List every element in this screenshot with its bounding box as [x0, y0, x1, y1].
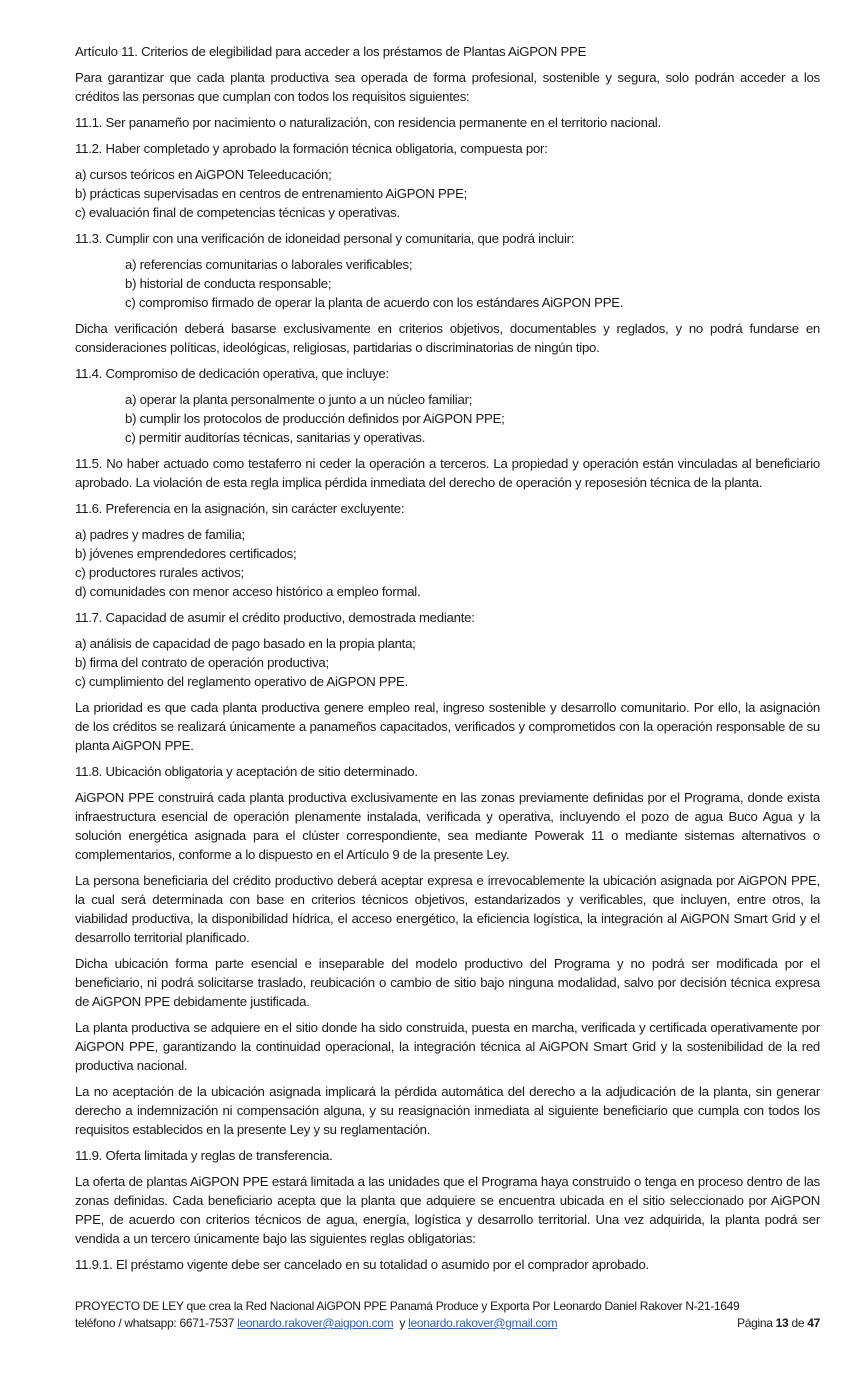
article-intro: Para garantizar que cada planta productiva sea operada de forma profesional, sostenible y segura, solo podrán acceder a los créditos las personas que cumplan con todos los requisitos siguientes:	[75, 70, 820, 104]
page-number	[737, 1315, 820, 1332]
section-11-8-paragraph: La no aceptación de la ubicación asignada implicará la pérdida automática del derecho a la adjudicación de la planta, sin generar derecho a indemnización ni compensación alguna, y su reasignación inmediata al siguiente beneficiario que cumpla con todos los requisitos establecidos en la presente Ley y su reglamentación.	[75, 1084, 820, 1137]
list-item: b) historial de conducta responsable;	[125, 276, 332, 291]
section-11-7-list	[75, 634, 820, 691]
footer-phone: teléfono / whatsapp: 6671-7537	[75, 1316, 238, 1330]
section-11-8-paragraph: AiGPON PPE construirá cada planta productiva exclusivamente en las zonas previamente definidas por el Programa, donde exista infraestructura esencial de operación plenamente instalada, verificada y operativa, incluyendo el pozo de agua Buco Agua y la solución energética asignada para el clúster correspondiente, sea mediante Powerak 11 o mediante sistemas alternativos o complementarios, conforme a lo dispuesto en el Artículo 9 de la presente Ley.	[75, 790, 820, 862]
footer-title: PROYECTO DE LEY que crea la Red Nacional AiGPON PPE Panamá Produce y Exporta Por Leonardo Daniel Rakover N-21-1649	[75, 1299, 740, 1313]
list-item: c) productores rurales activos;	[75, 565, 244, 580]
section-11-2-heading: 11.2. Haber completado y aprobado la formación técnica obligatoria, compuesta por:	[75, 141, 548, 156]
list-item: c) compromiso firmado de operar la planta de acuerdo con los estándares AiGPON PPE.	[125, 295, 624, 310]
list-item: a) referencias comunitarias o laborales verificables;	[125, 257, 413, 272]
list-item: c) cumplimiento del reglamento operativo de AiGPON PPE.	[75, 674, 408, 689]
page-footer	[75, 1298, 820, 1332]
list-item: a) operar la planta personalmente o junto a un núcleo familiar;	[125, 392, 473, 407]
section-11-9-1: 11.9.1. El préstamo vigente debe ser cancelado en su totalidad o asumido por el comprador aprobado.	[75, 1257, 649, 1272]
page-label: Página	[737, 1316, 776, 1330]
list-item: a) cursos teóricos en AiGPON Teleeducación;	[75, 167, 332, 182]
section-11-7-note: La prioridad es que cada planta productiva genere empleo real, ingreso sostenible y desarrollo comunitario. Por ello, la asignación de los créditos se realizará únicamente a panameños capacitados, verificados y comprometidos con la operación responsable de su planta AiGPON PPE.	[75, 700, 820, 753]
section-11-4-heading: 11.4. Compromiso de dedicación operativa, que incluye:	[75, 366, 389, 381]
list-item: b) prácticas supervisadas en centros de entrenamiento AiGPON PPE;	[75, 186, 468, 201]
section-11-4-list	[75, 390, 820, 447]
page-total: 47	[807, 1316, 820, 1330]
page-current: 13	[775, 1316, 789, 1330]
section-11-8-paragraph: La persona beneficiaria del crédito productivo deberá aceptar expresa e irrevocablemente la ubicación asignada por AiGPON PPE, la cual será determinada con base en criterios técnicos objetivos, estandarizados y verificables, que incluyen, entre otros, la viabilidad productiva, la disponibilidad hídrica, el acceso energético, la eficiencia logística, la integración al AiGPON Smart Grid y el desarrollo territorial planificado.	[75, 873, 820, 945]
section-11-5: 11.5. No haber actuado como testaferro ni ceder la operación a terceros. La propiedad y operación están vinculadas al beneficiario aprobado. La violación de esta regla implica pérdida inmediata del derecho de operación y reposesión técnica de la planta.	[75, 456, 820, 490]
section-11-9-paragraph: La oferta de plantas AiGPON PPE estará limitada a las unidades que el Programa haya construido o tenga en proceso dentro de las zonas definidas. Cada beneficiario acepta que la planta que adquiere se encuentra ubicada en el sitio seleccionado por AiGPON PPE, de acuerdo con criterios técnicos de agua, energía, logística y desarrollo territorial. Una vez adquirida, la planta podrá ser vendida a un tercero únicamente bajo las siguientes reglas obligatorias:	[75, 1174, 820, 1246]
section-11-3-list	[75, 255, 820, 312]
section-11-8-heading: 11.8. Ubicación obligatoria y aceptación de sitio determinado.	[75, 764, 418, 779]
list-item: b) firma del contrato de operación productiva;	[75, 655, 329, 670]
section-11-3-note: Dicha verificación deberá basarse exclusivamente en criterios objetivos, documentables y reglados, y no podrá fundarse en consideraciones políticas, ideológicas, religiosas, partidarias o discriminatorias de ningún tipo.	[75, 321, 820, 355]
section-11-9-heading: 11.9. Oferta limitada y reglas de transferencia.	[75, 1148, 333, 1163]
email-link-aigpon[interactable]: leonardo.rakover@aigpon.com	[237, 1316, 394, 1330]
section-11-6-list	[75, 525, 820, 601]
list-item: c) permitir auditorías técnicas, sanitarias y operativas.	[125, 430, 426, 445]
article-title: Artículo 11. Criterios de elegibilidad para acceder a los préstamos de Plantas AiGPON PPE	[75, 44, 587, 59]
section-11-7-heading: 11.7. Capacidad de asumir el crédito productivo, demostrada mediante:	[75, 610, 475, 625]
section-11-8-paragraph: Dicha ubicación forma parte esencial e inseparable del modelo productivo del Programa y no podrá ser modificada por el beneficiario, ni podrá solicitarse traslado, reubicación o cambio de sitio bajo ninguna modalidad, salvo por decisión técnica expresa de AiGPON PPE debidamente justificada.	[75, 956, 820, 1009]
footer-contact-row	[75, 1315, 820, 1332]
section-11-3-heading: 11.3. Cumplir con una verificación de idoneidad personal y comunitaria, que podrá incluir:	[75, 231, 575, 246]
list-item: a) análisis de capacidad de pago basado en la propia planta;	[75, 636, 416, 651]
section-11-8-paragraph: La planta productiva se adquiere en el sitio donde ha sido construida, puesta en marcha, verificada y certificada operativamente por AiGPON PPE, garantizando la continuidad operacional, la integración técnica al AiGPON Smart Grid y la sostenibilidad de la red productiva nacional.	[75, 1020, 820, 1073]
list-item: b) jóvenes emprendedores certificados;	[75, 546, 297, 561]
email-link-gmail[interactable]: leonardo.rakover@gmail.com	[408, 1316, 558, 1330]
footer-and: y	[393, 1316, 409, 1330]
footer-contact	[75, 1315, 557, 1332]
document-page	[75, 42, 820, 1281]
list-item: d) comunidades con menor acceso histórico a empleo formal.	[75, 584, 421, 599]
section-11-2-list	[75, 165, 820, 222]
list-item: a) padres y madres de familia;	[75, 527, 245, 542]
section-11-1: 11.1. Ser panameño por nacimiento o naturalización, con residencia permanente en el territorio nacional.	[75, 115, 661, 130]
section-11-6-heading: 11.6. Preferencia en la asignación, sin carácter excluyente:	[75, 501, 405, 516]
list-item: c) evaluación final de competencias técnicas y operativas.	[75, 205, 400, 220]
list-item: b) cumplir los protocolos de producción definidos por AiGPON PPE;	[125, 411, 505, 426]
page-of: de	[788, 1316, 808, 1330]
